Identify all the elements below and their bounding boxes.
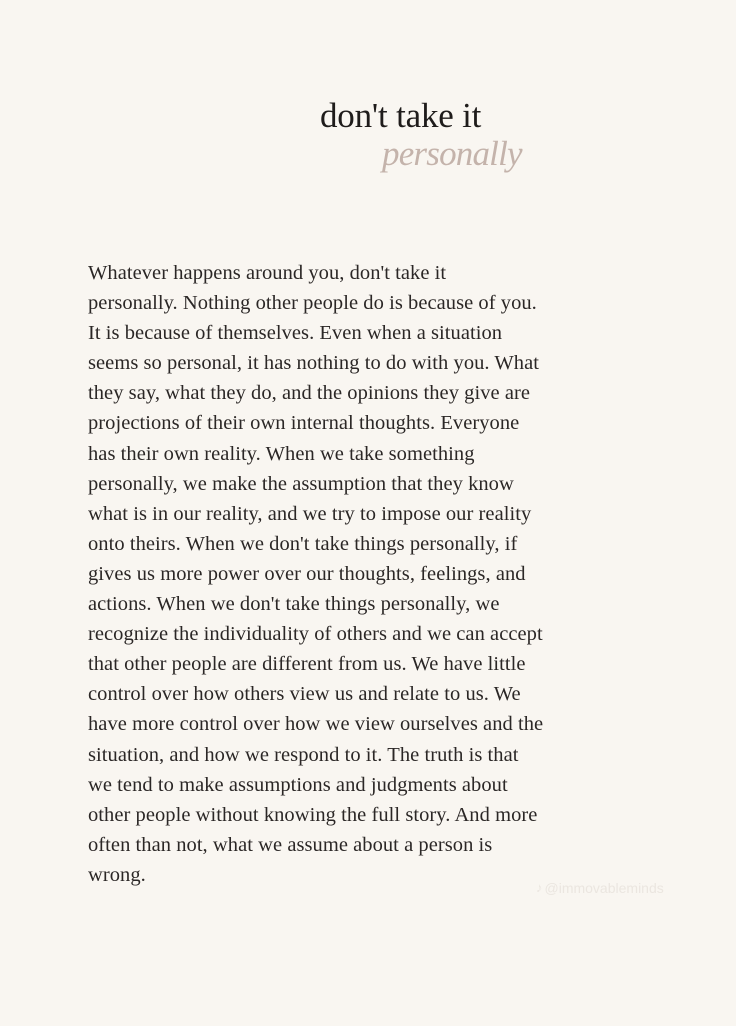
body-line: onto theirs. When we don't take things personally, if	[88, 532, 518, 555]
page-title: don't take it	[320, 96, 482, 135]
body-line: gives us more power over our thoughts, feelings, and	[88, 562, 526, 585]
body-line: what is in our reality, and we try to impose our reality	[88, 502, 532, 525]
title-block	[0, 94, 736, 184]
body-line: they say, what they do, and the opinions they give are	[88, 382, 531, 405]
body-line: that other people are different from us. We have little	[88, 653, 526, 676]
body-line: we tend to make assumptions and judgments about	[88, 773, 508, 796]
body-line: wrong.	[88, 863, 146, 886]
body-line: projections of their own internal thoughts. Everyone	[88, 412, 520, 435]
body-line: Whatever happens around you, don't take it	[88, 262, 447, 284]
body-line: has their own reality. When we take something	[88, 442, 475, 465]
body-line: often than not, what we assume about a person is	[88, 833, 493, 856]
watermark	[536, 878, 664, 898]
body-line: actions. When we don't take things personally, we	[88, 593, 500, 616]
body-line: seems so personal, it has nothing to do with you. What	[88, 352, 539, 375]
body-line: control over how others view us and relate to us. We	[88, 683, 521, 706]
body-line: recognize the individuality of others and we can accept	[88, 623, 543, 646]
body-line: have more control over how we view ourselves and the	[88, 713, 544, 736]
body-paragraph	[88, 258, 668, 890]
body-line: It is because of themselves. Even when a situation	[88, 322, 503, 345]
body-line: other people without knowing the full story. And more	[88, 803, 538, 826]
page-title-accent: personally	[382, 134, 522, 173]
body-line: personally, we make the assumption that they know	[88, 472, 514, 495]
body-line: personally. Nothing other people do is because of you.	[88, 292, 537, 315]
watermark-handle: @immovableminds	[544, 880, 664, 896]
body-line: situation, and how we respond to it. The truth is that	[88, 743, 519, 766]
tiktok-icon: ♪	[536, 880, 543, 895]
